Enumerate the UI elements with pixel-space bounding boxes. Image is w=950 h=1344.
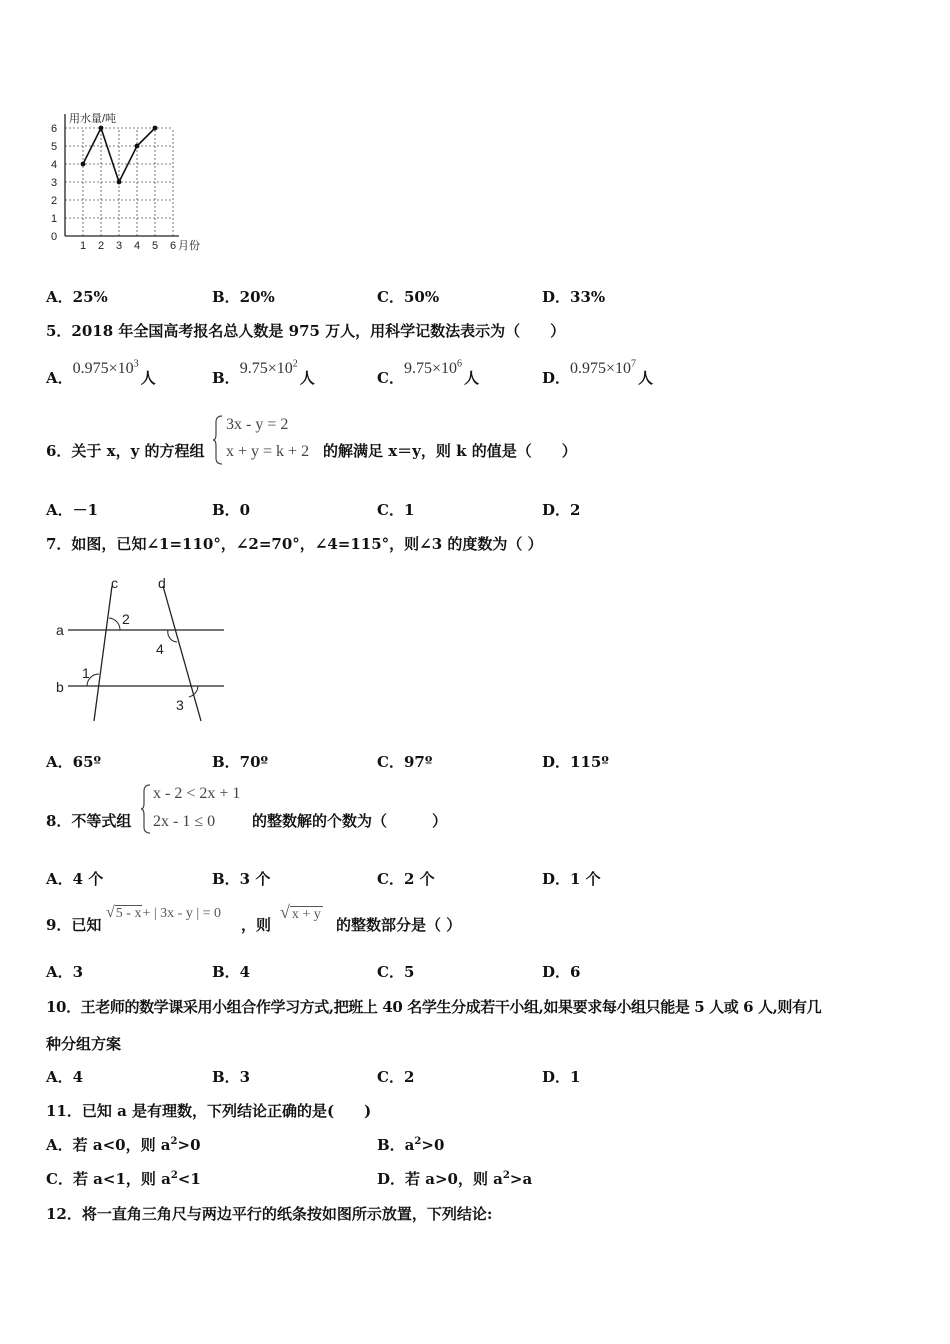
q9-abs-part: + | 3x - y | = 0 (142, 906, 222, 921)
label-1: 1 (82, 665, 90, 681)
q6-brace (212, 414, 224, 466)
q8-inequality-2: 2x - 1 ≤ 0 (153, 813, 216, 830)
q7-option-a[interactable]: A．65º (46, 753, 102, 771)
q5-option-c-unit: 人 (463, 369, 479, 387)
q10-option-c[interactable]: C．2 (377, 1068, 415, 1086)
q5-option-c-exponent: 6 (456, 358, 462, 370)
q11-option-c-text: C．若 a<1，则 a (46, 1170, 171, 1188)
q5-option-a-value (73, 360, 139, 377)
data-point (81, 162, 86, 167)
q5-option-b-label: B． (212, 369, 240, 387)
q5-option-c-mantissa: 9.75×10 (403, 360, 457, 377)
q6-equation-2: x + y = k + 2 (226, 443, 310, 460)
label-3: 3 (176, 697, 184, 713)
y-tick-label: 4 (51, 159, 58, 171)
q10-stem-line-2: 种分组方案 (46, 1035, 122, 1053)
q11-option-b[interactable] (377, 1134, 444, 1155)
q11-option-a-tail: >0 (177, 1136, 201, 1154)
q5-option-c[interactable] (377, 357, 479, 387)
q11-option-c-tail: <1 (177, 1170, 201, 1188)
q10-option-d[interactable]: D．1 (542, 1068, 581, 1086)
q9-middle: ，则 (241, 916, 272, 934)
label-4: 4 (156, 641, 164, 657)
q7-stem: 7．如图，已知∠1=110°，∠2=70°，∠4=115°，则∠3 的度数为（ ） (46, 535, 543, 553)
data-point (153, 126, 158, 131)
q5-option-b-unit: 人 (299, 369, 315, 387)
q6-option-c[interactable]: C．1 (377, 501, 415, 519)
data-point (135, 144, 140, 149)
label-d: d (158, 575, 166, 591)
q10-stem-line-1: 10．王老师的数学课采用小组合作学习方式,把班上 40 名学生分成若干小组,如果要求每小组只能是 5 人或 6 人,则有几 (46, 998, 822, 1016)
q9-suffix: 的整数部分是（ ） (336, 916, 462, 934)
q9-radicand-2: x + y (291, 907, 321, 922)
q8-option-c[interactable]: C．2 个 (377, 870, 435, 888)
q7-option-c[interactable]: C．97º (377, 753, 433, 771)
q12-stem: 12．将一直角三角尺与两边平行的纸条按如图所示放置，下列结论: (46, 1205, 493, 1223)
q8-inequality-1: x - 2 < 2x + 1 (153, 785, 241, 802)
label-a: a (56, 622, 64, 638)
q7-option-b[interactable]: B．70º (212, 753, 269, 771)
q6-option-b[interactable]: B．0 (212, 501, 251, 519)
q11-option-a-text: A．若 a<0，则 a (46, 1136, 171, 1154)
q5-option-a-unit: 人 (140, 369, 156, 387)
label-2: 2 (122, 611, 130, 627)
q11-option-c[interactable] (46, 1168, 201, 1189)
x-tick-label: 5 (152, 240, 159, 252)
q9-expression-2 (280, 902, 323, 923)
q11-option-b-text: B．a (377, 1136, 415, 1154)
q5-option-d-mantissa: 0.975×10 (570, 360, 632, 377)
q9-radical-sign: √ (106, 904, 115, 921)
x-tick-label: 1 (80, 240, 87, 252)
q9-radical-sign-2: √ (280, 902, 290, 922)
q11-option-a[interactable] (46, 1134, 201, 1155)
q6-option-a[interactable]: A．－1 (46, 501, 99, 519)
q6-suffix: 的解满足 x＝y，则 k 的值是（ ） (323, 442, 577, 460)
q10-option-b[interactable]: B．3 (212, 1068, 251, 1086)
q11-stem: 11．已知 a 是有理数，下列结论正确的是( ) (46, 1102, 372, 1120)
q5-option-b-mantissa: 9.75×10 (239, 360, 293, 377)
q8-brace (140, 783, 152, 835)
q5-option-d-value (570, 360, 636, 377)
data-point (99, 126, 104, 131)
q9-option-c[interactable]: C．5 (377, 963, 415, 981)
x-axis-label: 月份 (178, 240, 200, 252)
q4-option-c[interactable]: C．50% (377, 288, 440, 306)
y-tick-label: 0 (51, 231, 58, 243)
x-tick-label: 2 (98, 240, 105, 252)
x-tick-label: 6 (170, 240, 177, 252)
label-b: b (56, 679, 64, 695)
angle-arc-3 (189, 686, 198, 697)
q5-option-b-value (240, 360, 298, 377)
line-c (94, 586, 112, 721)
q5-option-d-unit: 人 (638, 369, 654, 387)
q8-prefix: 8．不等式组 (46, 812, 132, 830)
q8-option-b[interactable]: B．3 个 (212, 870, 271, 888)
chart-axes (51, 111, 200, 252)
y-axis-label: 用水量/吨 (69, 113, 117, 125)
q5-option-b[interactable] (212, 357, 315, 387)
q6-prefix: 6．关于 x，y 的方程组 (46, 442, 205, 460)
y-tick-label: 5 (51, 141, 58, 153)
q5-option-d-exponent: 7 (631, 358, 637, 370)
x-tick-label: 4 (134, 240, 141, 252)
q8-option-a[interactable]: A．4 个 (46, 870, 104, 888)
x-tick-label: 3 (116, 240, 123, 252)
q5-stem: 5．2018 年全国高考报名总人数是 975 万人，用科学记数法表示为（ ） (46, 322, 566, 340)
q11-option-d-sup: 2 (502, 1170, 510, 1181)
q8-suffix: 的整数解的个数为（ ） (252, 812, 448, 830)
q5-option-a[interactable] (46, 357, 156, 387)
q11-option-b-sup: 2 (414, 1136, 422, 1147)
q5-option-d-label: D． (542, 369, 571, 387)
q7-figure (50, 572, 230, 727)
q9-option-b[interactable]: B．4 (212, 963, 251, 981)
q8-option-d[interactable]: D．1 个 (542, 870, 601, 888)
q9-prefix: 9．已知 (46, 916, 102, 934)
q9-radicand: 5 - x (115, 906, 142, 921)
data-point (117, 180, 122, 185)
q4-option-b[interactable]: B．20% (212, 288, 275, 306)
q11-option-d-tail: >a (509, 1170, 533, 1188)
q5-option-d[interactable] (542, 357, 654, 387)
q5-option-b-exponent: 2 (292, 358, 298, 370)
y-tick-label: 1 (51, 213, 58, 225)
q7-option-d[interactable]: D．115º (542, 753, 609, 771)
y-tick-label: 2 (51, 195, 58, 207)
q6-equation-1: 3x - y = 2 (226, 416, 289, 433)
q5-option-a-mantissa: 0.975×10 (72, 360, 134, 377)
y-tick-label: 3 (51, 177, 58, 189)
label-c: c (111, 575, 118, 591)
q9-option-d[interactable]: D．6 (542, 963, 581, 981)
q5-option-c-label: C． (377, 369, 404, 387)
q5-option-a-label: A． (46, 369, 73, 387)
q6-option-d[interactable]: D．2 (542, 501, 581, 519)
q5-option-a-exponent: 3 (133, 358, 139, 370)
q4-option-a[interactable]: A．25% (46, 288, 108, 306)
q11-option-a-sup: 2 (170, 1136, 178, 1147)
q11-option-b-tail: >0 (421, 1136, 445, 1154)
water-usage-chart (40, 100, 230, 255)
q11-option-d-text: D．若 a>0，则 a (377, 1170, 503, 1188)
y-tick-label: 6 (51, 123, 58, 135)
q11-option-d[interactable] (377, 1168, 532, 1189)
q5-option-c-value (404, 360, 462, 377)
q9-expression (106, 904, 221, 922)
q10-option-a[interactable]: A．4 (46, 1068, 84, 1086)
q9-option-a[interactable]: A．3 (46, 963, 84, 981)
q11-option-c-sup: 2 (170, 1170, 178, 1181)
angle-arc-2 (109, 618, 120, 630)
q4-option-d[interactable]: D．33% (542, 288, 606, 306)
